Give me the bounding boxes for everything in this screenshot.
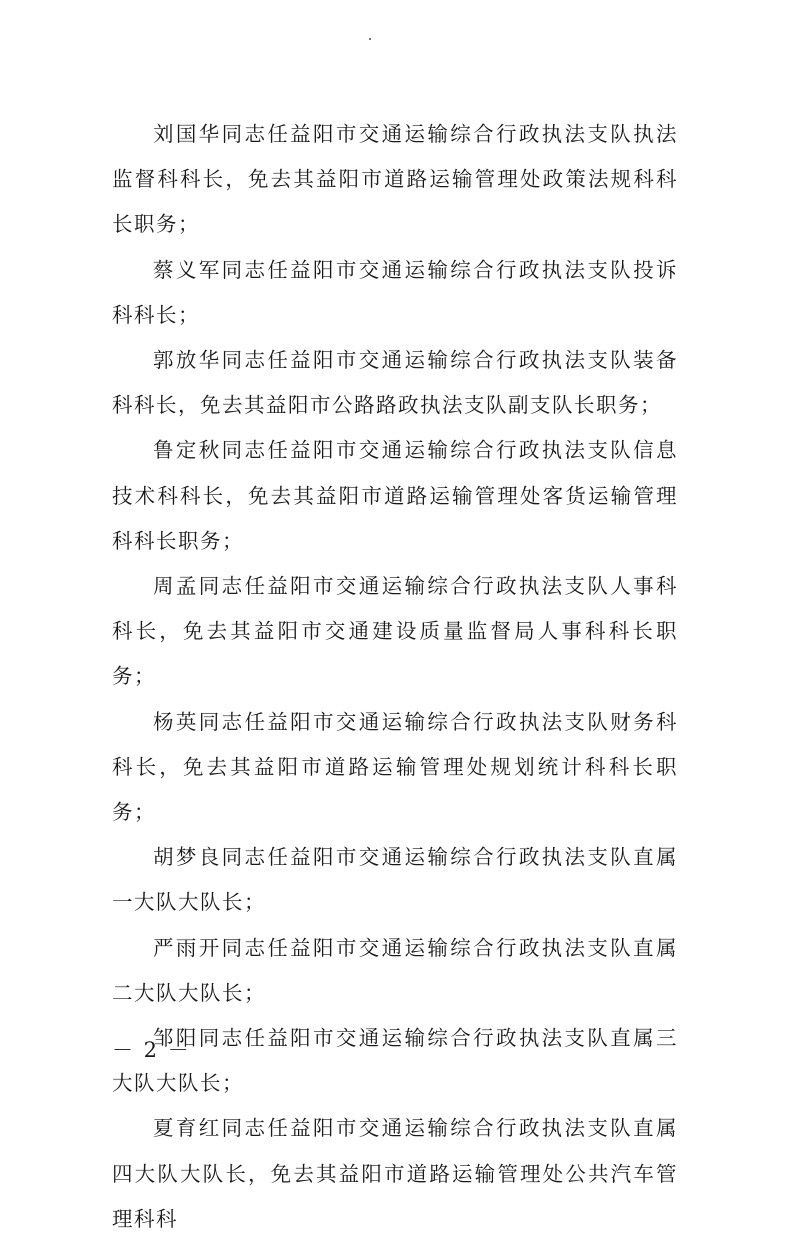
paragraph: 鲁定秋同志任益阳市交通运输综合行政执法支队信息技术科科长，免去其益阳市道路运输管理处客货运输管理科科长职务；: [112, 438, 678, 553]
paragraph: 杨英同志任益阳市交通运输综合行政执法支队财务科科长，免去其益阳市道路运输管理处规划统计科科长职务；: [112, 709, 678, 825]
document-body: [112, 112, 678, 1242]
scan-dot: [369, 38, 371, 40]
paragraph: 郭放华同志任益阳市交通运输综合行政执法支队装备科科长，免去其益阳市公路路政执法支队副支队长职务；: [112, 348, 678, 418]
paragraph: 夏育红同志任益阳市交通运输综合行政执法支队直属四大队大队长，免去其益阳市道路运输管理处公共汽车管理科科: [112, 1116, 678, 1231]
paragraph: 严雨开同志任益阳市交通运输综合行政执法支队直属二大队大队长；: [112, 935, 678, 1005]
paragraph: 周孟同志任益阳市交通运输综合行政执法支队人事科科长，免去其益阳市交通建设质量监督局人事科科长职务；: [112, 574, 678, 689]
paragraph: 胡梦良同志任益阳市交通运输综合行政执法支队直属一大队大队长；: [112, 845, 678, 915]
paragraph: 刘国华同志任益阳市交通运输综合行政执法支队执法监督科科长，免去其益阳市道路运输管理处政策法规科科长职务；: [112, 122, 678, 237]
paragraph: 蔡义军同志任益阳市交通运输综合行政执法支队投诉科科长；: [112, 257, 678, 327]
paragraph: 邹阳同志任益阳市交通运输综合行政执法支队直属三大队大队长；: [112, 1026, 678, 1096]
page-number: － 2 －: [112, 1038, 191, 1062]
